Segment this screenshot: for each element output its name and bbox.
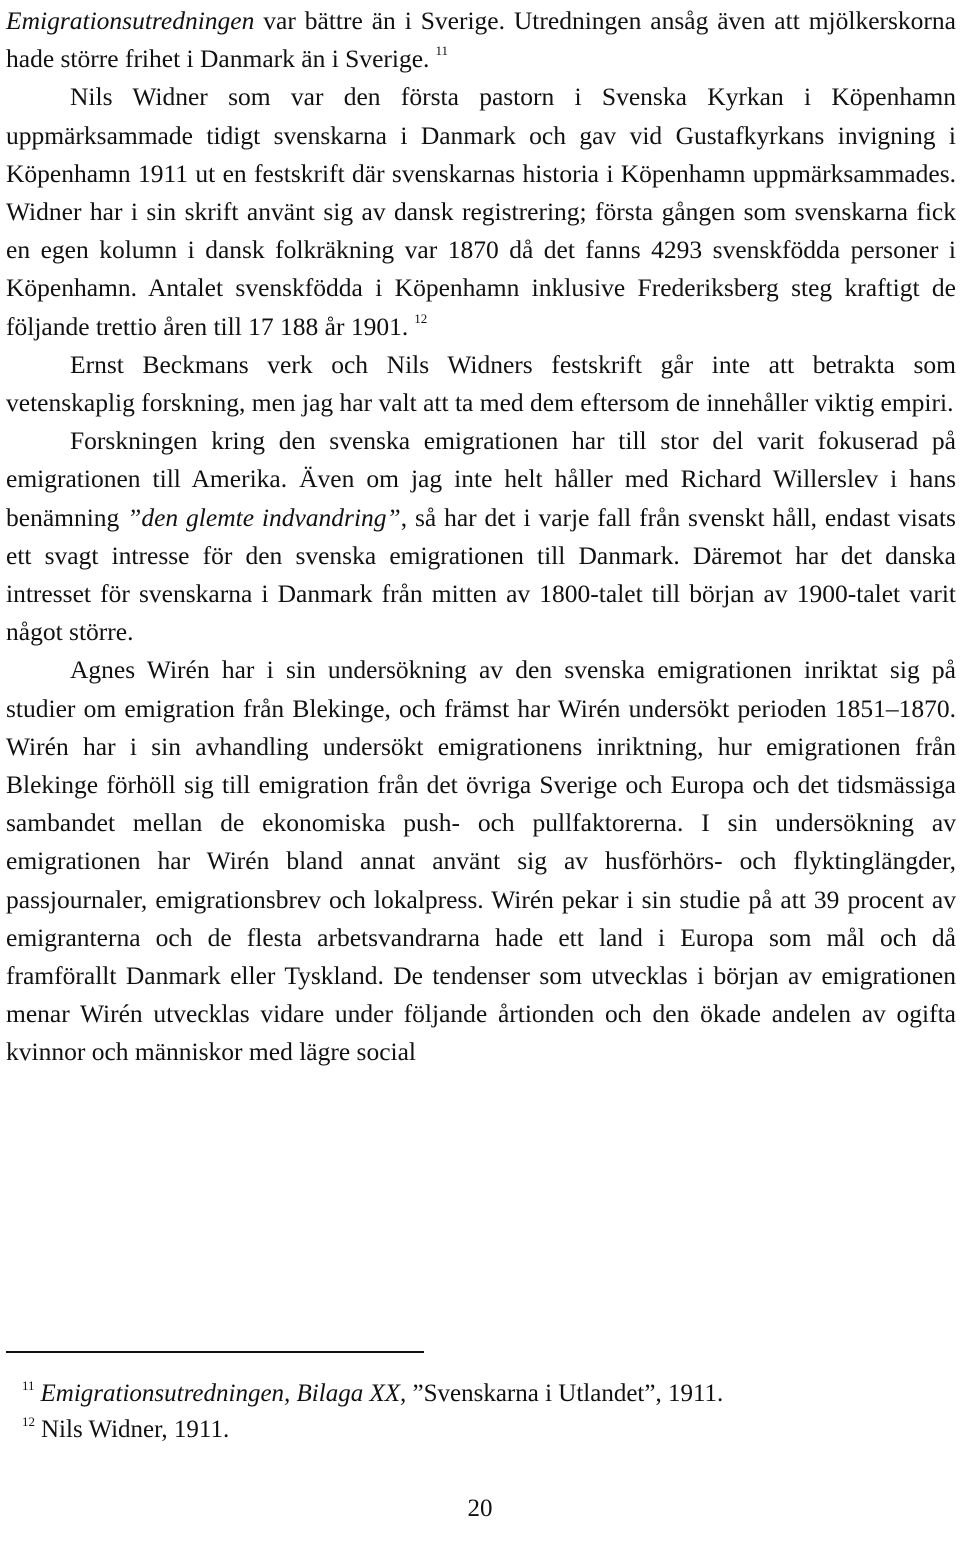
footnote-ref-11[interactable]: 11 (435, 43, 448, 59)
body-text (6, 0, 956, 1072)
page-number: 20 (467, 1495, 493, 1522)
paragraph-4: Forskningen kring den svenska emigrationen har till stor del varit fokuserad på emigrationen till Amerika. Även om jag inte helt håller med Richard Willerslev i hans benämning ”den glemte indvandring”, så har det i varje fall från svenskt håll, endast visats ett svagt intresse för den svenska emigrationen till Danmark. Däremot har det danska intresset för svenskarna i Danmark från mitten av 1800-talet till början av 1900-talet varit något större. (6, 426, 956, 647)
italic-title: Emigrationsutredningen (6, 6, 255, 35)
paragraph-3: Ernst Beckmans verk och Nils Widners festskrift går inte att betrakta som vetenskaplig forskning, men jag har valt att ta med dem eftersom de innehåller viktig empiri. (6, 349, 956, 418)
paragraph-1: Emigrationsutredningen var bättre än i Sverige. Utredningen ansåg även att mjölkerskorna hade större frihet i Danmark än i Sverige. $^{11}$ (6, 6, 956, 74)
footnote-ref-12[interactable]: 12 (414, 310, 428, 326)
footnotes (22, 1376, 922, 1448)
footnote-11: $^{11}$ Emigrationsutredningen, Bilaga XX, ”Svenskarna i Utlandet”, 1911. (22, 1378, 724, 1407)
paragraph-2: Nils Widner som var den första pastorn i Svenska Kyrkan i Köpenhamn uppmärksammade tidigt svenskarna i Danmark och gav vid Gustafkyrkans invigning i Köpenhamn 1911 ut en festskrift där svenskarnas historia i Köpenhamn uppmärksammades. Widner har i sin skrift använt sig av dansk registrering; första gången som svenskarna fick en egen kolumn i dansk folkräkning var 1870 då det fanns 4293 svenskfödda personer i Köpenhamn. Antalet svenskfödda i Köpenhamn inklusive Frederiksberg steg kraftigt de följande trettio åren till 17 188 år 1901. $^{12}$ (6, 82, 956, 341)
footnote-divider (6, 1351, 424, 1353)
paragraph-5: Agnes Wirén har i sin undersökning av den svenska emigrationen inriktat sig på studier om emigration från Blekinge, och främst har Wirén undersökt perioden 1851–1870. Wirén har i sin avhandling undersökt emigrationens inriktning, hur emigrationen från Blekinge förhöll sig till emigration från det övriga Sverige och Europa och det tidsmässiga sambandet mellan de ekonomiska push- och pullfaktorerna. I sin undersökning av emigrationen har Wirén bland annat använt sig av husförhörs- och flyktinglängder, passjournaler, emigrationsbrev och lokalpress. Wirén pekar i sin studie på att 39 procent av emigranterna och de flesta arbetsvandrarna hade ett land i Europa som mål och då framförallt Danmark eller Tyskland. De tendenser som utvecklas i början av emigrationen menar Wirén utvecklas vidare under följande årtionden och den ökade andelen av ogifta kvinnor och människor med lägre social (6, 655, 956, 1067)
italic-quote: ”den glemte indvandring” (127, 502, 401, 532)
footnote-12: $^{12}$ Nils Widner, 1911. (22, 1414, 230, 1443)
